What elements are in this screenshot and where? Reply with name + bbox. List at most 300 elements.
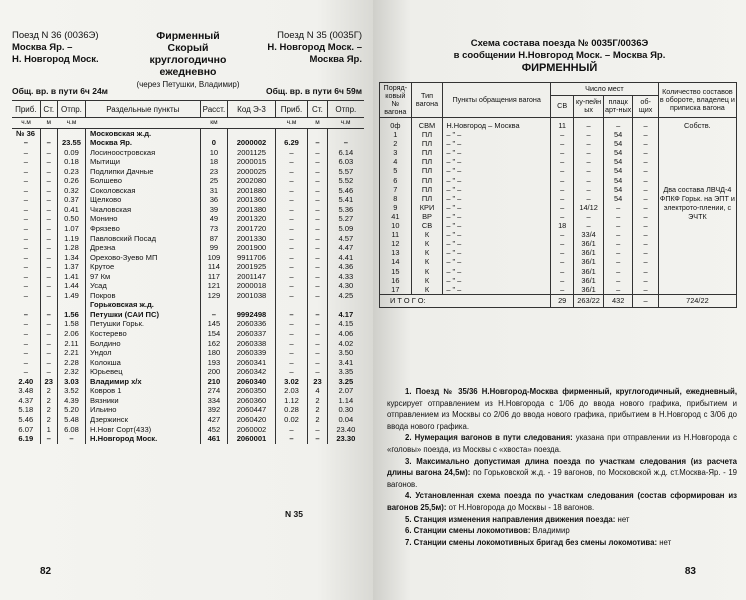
col-arrival: Приб. [12, 101, 40, 118]
car-route: – " – [443, 166, 551, 175]
timetable [12, 100, 364, 444]
timetable-cell: 23 [200, 167, 228, 177]
car-cell: – [603, 248, 633, 257]
station-row [12, 224, 364, 234]
car-cell: – [603, 257, 633, 266]
timetable-cell: 23.55 [57, 138, 85, 148]
timetable-cell: – [200, 310, 228, 320]
station-row [12, 415, 364, 425]
car-row [380, 230, 737, 239]
timetable-cell: 427 [200, 415, 228, 425]
car-cell: 11 [551, 118, 574, 131]
timetable-cell: – [40, 262, 57, 272]
car-cell: ПЛ [411, 148, 443, 157]
timetable-cell: 2.32 [57, 367, 85, 377]
owner-empty [658, 285, 736, 295]
timetable-cell: – [40, 281, 57, 291]
car-route: – " – [443, 285, 551, 295]
car-cell: 36/1 [574, 276, 604, 285]
timetable-cell: 0.23 [57, 167, 85, 177]
car-cell: 8 [380, 194, 412, 203]
timetable-cell: – [308, 234, 327, 244]
station-row [12, 253, 364, 263]
timetable-cell: – [275, 425, 307, 435]
category-daily: ежедневно [159, 66, 217, 78]
timetable-cell: 49 [200, 214, 228, 224]
timetable-cell: – [308, 167, 327, 177]
col-kupe: ку-пейн ых [574, 95, 604, 117]
car-cell: ПЛ [411, 194, 443, 203]
timetable-cell: 2000015 [228, 157, 276, 167]
car-cell: – [551, 230, 574, 239]
timetable-cell: 2001360 [228, 195, 276, 205]
car-cell: – [603, 203, 633, 212]
timetable-cell: 0.37 [57, 195, 85, 205]
timetable-cell: – [308, 195, 327, 205]
car-cell: К [411, 267, 443, 276]
station-name: Павловский Посад [86, 234, 201, 244]
car-route: – " – [443, 139, 551, 148]
car-cell: 6 [380, 176, 412, 185]
timetable-cell: 2 [308, 415, 327, 425]
col-stop-back: Ст. [308, 101, 327, 118]
car-row [380, 285, 737, 295]
timetable-cell: – [23, 338, 28, 348]
timetable-cell: 18 [200, 157, 228, 167]
timetable-cell: – [23, 281, 28, 291]
car-cell: – [551, 239, 574, 248]
timetable-cell: 3.52 [57, 386, 85, 396]
station-name: Н.Новгород Моск. [86, 434, 201, 444]
notes-section [387, 386, 737, 548]
timetable-cell: 36 [200, 195, 228, 205]
timetable-cell: 4.33 [327, 272, 364, 282]
unit-cell: м [40, 118, 57, 129]
timetable-cell: 3.50 [327, 348, 364, 358]
station-name: Мытищи [86, 157, 201, 167]
car-cell: – [551, 166, 574, 175]
timetable-cell: 2060340 [228, 377, 276, 387]
station-row [12, 195, 364, 205]
train-36-route-to: Н. Новгород Моск. [12, 54, 99, 65]
car-cell: 12 [380, 239, 412, 248]
timetable-cell: – [40, 176, 57, 186]
timetable-cell: 1 [40, 425, 57, 435]
timetable-cell: 2000025 [228, 167, 276, 177]
timetable-header [12, 30, 362, 96]
timetable-cell: 2001320 [228, 214, 276, 224]
station-row [12, 358, 364, 368]
timetable-cell: – [23, 271, 28, 281]
timetable-cell [200, 300, 228, 310]
timetable-cell: 4 [308, 386, 327, 396]
timetable-cell: – [40, 195, 57, 205]
station-name: Владимир х/х [86, 377, 201, 387]
timetable-cell: – [308, 358, 327, 368]
train-36-travel-time: Общ. вр. в пути 6ч 24м [12, 86, 108, 96]
station-name: Московская ж.д. [86, 128, 201, 138]
owner-empty [658, 139, 736, 148]
note-heading: 2. Нумерация вагонов в пути следования: [405, 433, 573, 443]
timetable-cell: 0.32 [57, 186, 85, 196]
timetable-cell: 2.07 [327, 386, 364, 396]
car-cell: – [603, 221, 633, 230]
timetable-cell: 9992498 [228, 310, 276, 320]
timetable-cell: – [23, 357, 28, 367]
timetable-cell: – [40, 234, 57, 244]
station-row [12, 138, 364, 148]
car-route: – " – [443, 130, 551, 139]
timetable-cell [228, 300, 276, 310]
timetable-cell: 3.25 [327, 377, 364, 387]
car-route: – " – [443, 239, 551, 248]
title-line-2: в сообщении Н.Новгород Моск. – Москва Яр. [453, 50, 666, 61]
page-number-left: 82 [40, 566, 52, 577]
car-cell: ПЛ [411, 176, 443, 185]
owner-first: Собств. [658, 118, 736, 131]
note-heading: 3. Максимально допустимая длина поезда по участкам следования (из расчета длины вагона 24,5м): [387, 456, 737, 478]
car-cell: – [633, 230, 658, 239]
car-cell: 16 [380, 276, 412, 285]
timetable-cell: – [308, 319, 327, 329]
total-label: И Т О Г О: [380, 294, 551, 307]
car-cell: 4 [380, 157, 412, 166]
car-cell: – [551, 203, 574, 212]
car-cell: 54 [603, 194, 633, 203]
station-row [12, 377, 364, 387]
timetable-cell: – [23, 233, 28, 243]
station-name: Болдино [86, 339, 201, 349]
timetable-cell: – [275, 253, 307, 263]
timetable-cell: 1.12 [275, 396, 307, 406]
timetable-cell: – [275, 234, 307, 244]
car-cell: 5 [380, 166, 412, 175]
note-item [387, 525, 737, 537]
car-cell: – [551, 257, 574, 266]
col-code: Код Э-3 [228, 101, 276, 118]
timetable-cell: 1.49 [57, 291, 85, 301]
timetable-cell: 4.30 [327, 281, 364, 291]
car-cell: 1 [380, 130, 412, 139]
col-distance: Расст. [200, 101, 228, 118]
timetable-cell: 6.29 [275, 138, 307, 148]
timetable-cell [57, 300, 85, 310]
unit-cell: м [308, 118, 327, 129]
station-row [12, 214, 364, 224]
timetable-cell: – [40, 291, 57, 301]
route-via-note: (через Петушки, Владимир) [136, 80, 240, 89]
car-cell: К [411, 276, 443, 285]
station-name: Дрезна [86, 243, 201, 253]
station-name: Усад [86, 281, 201, 291]
timetable-cell: – [308, 186, 327, 196]
note-text: по Горьковской ж.д. - 19 вагонов, по Московской ж.д. ст.Москва-Яр. - 19 вагонов. [387, 468, 738, 489]
timetable-cell: 5.52 [327, 176, 364, 186]
car-cell: 33/4 [574, 230, 604, 239]
car-row [380, 176, 737, 185]
timetable-cell: 23 [308, 377, 327, 387]
train-36-number: Поезд N 36 (0036Э) [12, 30, 99, 41]
timetable-cell: – [40, 148, 57, 158]
timetable-cell: 5.41 [327, 195, 364, 205]
owner-empty [658, 230, 736, 239]
timetable-cell: 5.20 [57, 405, 85, 415]
station-row [12, 186, 364, 196]
car-cell: 15 [380, 267, 412, 276]
timetable-cell [308, 300, 327, 310]
station-row [12, 339, 364, 349]
composition-title [373, 38, 746, 74]
timetable-cell: – [23, 348, 28, 358]
timetable-cell: 4.37 [18, 395, 34, 405]
car-row [380, 139, 737, 148]
timetable-cell: 2000018 [228, 281, 276, 291]
timetable-cell [308, 128, 327, 138]
timetable-cell: 0.18 [57, 157, 85, 167]
col-stations: Раздельные пункты [86, 101, 201, 118]
car-route: – " – [443, 194, 551, 203]
timetable-cell: 2.06 [57, 329, 85, 339]
car-cell: ПЛ [411, 157, 443, 166]
note-item [387, 537, 737, 549]
car-cell: – [633, 166, 658, 175]
station-row [12, 386, 364, 396]
timetable-cell: – [40, 138, 57, 148]
car-cell: – [603, 285, 633, 295]
car-cell: – [551, 157, 574, 166]
timetable-cell: 6.19 [18, 434, 34, 444]
car-cell: 10 [380, 221, 412, 230]
station-row [12, 319, 364, 329]
timetable-cell [200, 128, 228, 138]
timetable-cell: – [275, 281, 307, 291]
timetable-cell: 31 [200, 186, 228, 196]
timetable-cell: 0 [200, 138, 228, 148]
timetable-cell: – [275, 205, 307, 215]
col-platskart: плацк арт-ных [603, 95, 633, 117]
timetable-cell: 193 [200, 358, 228, 368]
timetable-cell: – [275, 310, 307, 320]
station-name: Костерево [86, 329, 201, 339]
total-sv: 29 [551, 294, 574, 307]
timetable-body [12, 128, 364, 444]
timetable-cell: 6.03 [327, 157, 364, 167]
timetable-cell: – [40, 358, 57, 368]
timetable-cell: – [308, 224, 327, 234]
timetable-cell: – [275, 157, 307, 167]
note-heading: 7. Станции смены локомотивных бригад без смены локомотива: [405, 537, 658, 547]
timetable-cell: – [23, 224, 28, 234]
timetable-cell: 2000002 [228, 138, 276, 148]
car-cell: 0ф [380, 118, 412, 131]
car-cell: К [411, 285, 443, 295]
station-row [12, 329, 364, 339]
note-heading: 4. Установленная схема поезда по участкам следования (состав сформирован из вагонов 25,5м): [387, 491, 737, 512]
timetable-cell [275, 300, 307, 310]
timetable-cell: – [308, 367, 327, 377]
timetable-cell: – [23, 329, 28, 339]
timetable-cell: 2060360 [228, 396, 276, 406]
timetable-cell: 5.27 [327, 214, 364, 224]
timetable-cell: 5.46 [18, 414, 34, 424]
timetable-cell: – [308, 205, 327, 215]
car-cell: 3 [380, 148, 412, 157]
col-arrival-back: Приб. [275, 101, 307, 118]
station-name: Щелково [86, 195, 201, 205]
station-name: Болшево [86, 176, 201, 186]
car-cell: СВМ [411, 118, 443, 131]
timetable-cell: 2060339 [228, 348, 276, 358]
timetable-cell: – [40, 319, 57, 329]
car-cell: 54 [603, 148, 633, 157]
note-item [387, 432, 737, 455]
category-yearround: круглогодично [149, 54, 227, 66]
timetable-cell: – [308, 253, 327, 263]
car-cell: – [633, 185, 658, 194]
timetable-cell: – [275, 262, 307, 272]
car-row [380, 166, 737, 175]
car-cell: ПЛ [411, 139, 443, 148]
timetable-cell: 1.34 [57, 253, 85, 263]
car-row [380, 185, 737, 194]
timetable-cell: – [275, 329, 307, 339]
unit-cell [86, 118, 201, 129]
timetable-cell: – [275, 339, 307, 349]
owner-note: Два состава ЛВЧД-4 ФПКФ Горьк. на ЭПТ и электрото-плении, с ЭЧТК [658, 185, 736, 230]
col-stop: Ст. [40, 101, 57, 118]
car-cell: – [633, 257, 658, 266]
owner-empty [658, 267, 736, 276]
timetable-cell: 4.17 [327, 310, 364, 320]
owner-empty [658, 248, 736, 257]
car-row [380, 257, 737, 266]
station-name: Ильино [86, 405, 201, 415]
timetable-cell: – [23, 309, 28, 319]
timetable-cell: 1.07 [57, 224, 85, 234]
car-cell: – [633, 194, 658, 203]
timetable-cell: 87 [200, 234, 228, 244]
timetable-cell: – [275, 319, 307, 329]
car-route: Н.Новгород – Москва [443, 118, 551, 131]
timetable-cell: 1.44 [57, 281, 85, 291]
timetable-cell: 2 [40, 386, 57, 396]
car-cell: – [551, 185, 574, 194]
timetable-cell: – [308, 434, 327, 444]
car-cell: – [574, 176, 604, 185]
car-route: – " – [443, 221, 551, 230]
category-branded: Фирменный [156, 30, 220, 42]
timetable-cell: 6.14 [327, 148, 364, 158]
car-cell: 36/1 [574, 239, 604, 248]
station-name: Юрьевец [86, 367, 201, 377]
station-row [12, 176, 364, 186]
timetable-cell: 210 [200, 377, 228, 387]
timetable-header-row [12, 101, 364, 118]
timetable-cell [327, 128, 364, 138]
station-row [12, 348, 364, 358]
timetable-cell: 5.46 [327, 186, 364, 196]
col-departure-back: Отпр. [327, 101, 364, 118]
timetable-cell: – [23, 262, 28, 272]
station-name: Чкаловская [86, 205, 201, 215]
timetable-cell: 3.48 [18, 386, 34, 396]
timetable-cell: – [275, 214, 307, 224]
station-name: Колокша [86, 358, 201, 368]
station-row [12, 243, 364, 253]
timetable-cell: – [23, 176, 28, 186]
col-common: об-щих [633, 95, 658, 117]
timetable-cell: – [40, 329, 57, 339]
unit-cell: ч.м [275, 118, 307, 129]
timetable-cell: 4.06 [327, 329, 364, 339]
timetable-cell: 1.41 [57, 272, 85, 282]
station-row [12, 281, 364, 291]
owner-empty [658, 239, 736, 248]
car-cell: – [574, 157, 604, 166]
train-35-route-from: Н. Новгород Моск. – [267, 42, 362, 53]
timetable-cell: 5.57 [327, 167, 364, 177]
section-row [12, 300, 364, 310]
station-row [12, 262, 364, 272]
timetable-cell: – [308, 214, 327, 224]
car-cell: – [633, 148, 658, 157]
car-cell: К [411, 257, 443, 266]
station-name: Ундол [86, 348, 201, 358]
unit-cell: ч.м [57, 118, 85, 129]
timetable-cell: 2001900 [228, 243, 276, 253]
title-line-1: Схема состава поезда № 0035Г/0036Э [470, 38, 649, 49]
timetable-cell: 4.15 [327, 319, 364, 329]
car-cell: – [633, 285, 658, 295]
car-cell: – [633, 221, 658, 230]
car-route: – " – [443, 267, 551, 276]
timetable-cell: – [23, 252, 28, 262]
col-seats-group: Число мест [551, 83, 659, 96]
timetable-cell: 2060341 [228, 358, 276, 368]
car-cell: ПЛ [411, 130, 443, 139]
timetable-cell: 392 [200, 405, 228, 415]
train-36-route-from: Москва Яр. – [12, 42, 73, 53]
car-cell: – [551, 276, 574, 285]
right-page [373, 0, 746, 600]
car-cell: – [574, 139, 604, 148]
timetable-cell: 0.41 [57, 205, 85, 215]
timetable-cell: 3.02 [275, 377, 307, 387]
note-heading: 5. Станция изменения направления движения поезда: [405, 514, 616, 524]
col-departure: Отпр. [57, 101, 85, 118]
note-item [387, 386, 737, 432]
car-cell: 9 [380, 203, 412, 212]
section-row [12, 128, 364, 138]
timetable-cell: – [308, 243, 327, 253]
owner-empty [658, 157, 736, 166]
timetable-cell: – [40, 272, 57, 282]
timetable-cell: 2001330 [228, 234, 276, 244]
timetable-cell: 4.41 [327, 253, 364, 263]
station-name: 97 Км [86, 272, 201, 282]
total-platskart: 432 [603, 294, 633, 307]
station-row [12, 425, 364, 435]
unit-cell: ч.м [12, 118, 40, 129]
car-cell: К [411, 230, 443, 239]
car-cell: 54 [603, 139, 633, 148]
timetable-cell: – [23, 157, 28, 167]
timetable-cell: – [23, 166, 28, 176]
timetable-cell: 4.57 [327, 234, 364, 244]
car-cell: – [633, 203, 658, 212]
timetable-cell: 180 [200, 348, 228, 358]
timetable-cell: – [23, 290, 28, 300]
